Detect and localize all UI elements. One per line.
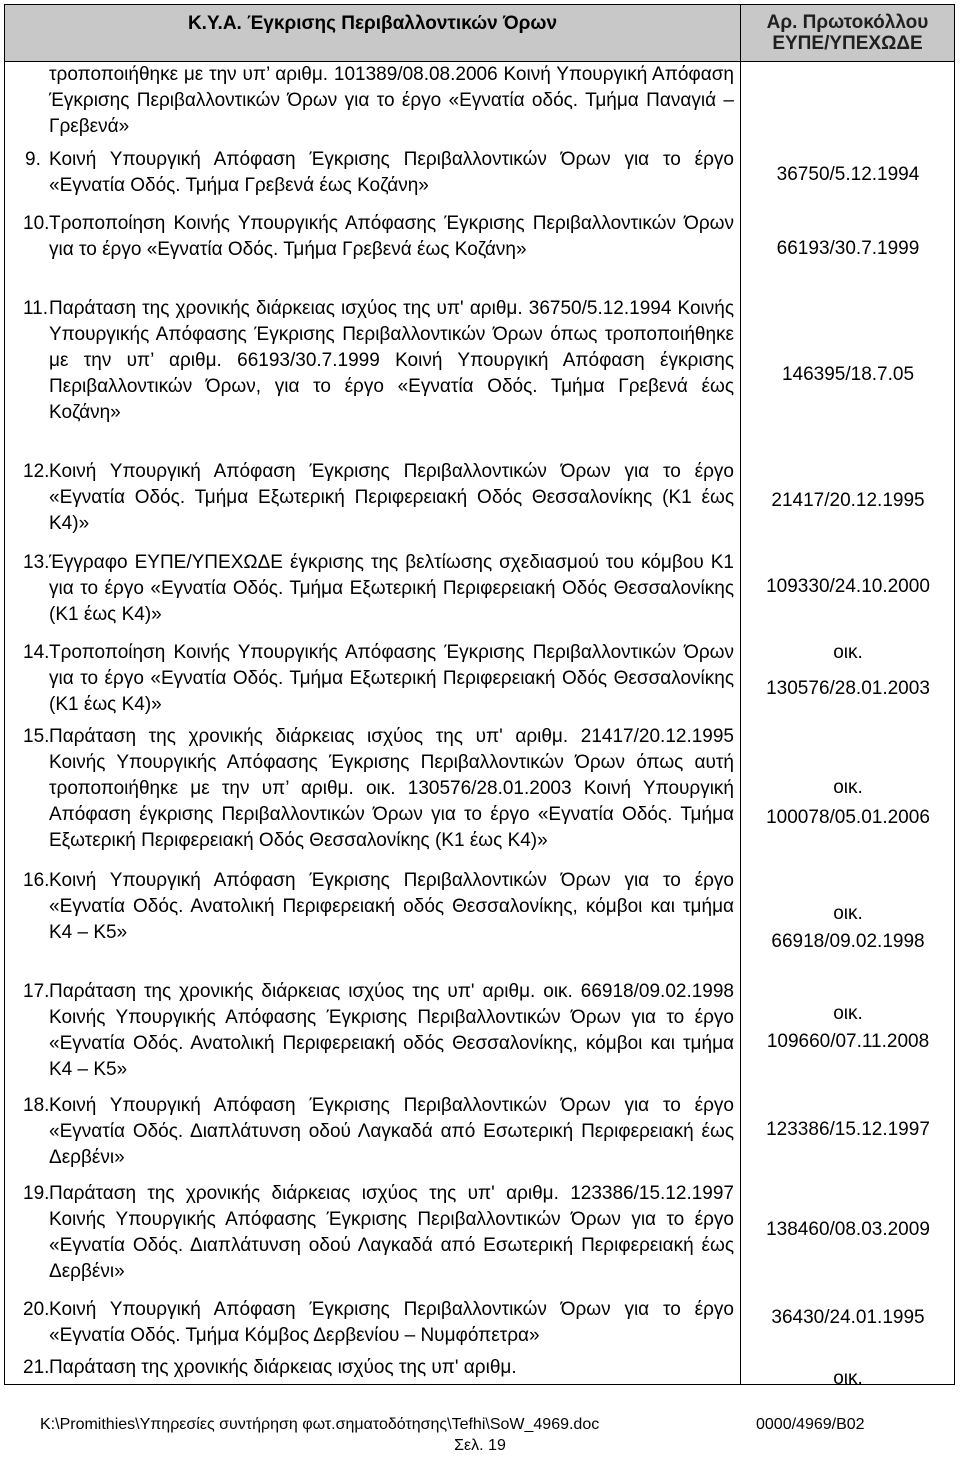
item-number: 20. [23,1299,50,1320]
list-item [5,205,740,290]
item-number: 12. [23,461,50,482]
entries-cell [5,62,741,1385]
item-text: Κοινή Υπουργική Απόφαση Έγκρισης Περιβαλλοντικών Όρων για το έργο «Εγνατία Οδός. Τμήμα Εξωτερική Περιφερειακή Οδός Θεσσαλονίκης (Κ1 έως Κ4)» [49,461,734,534]
item-text: Κοινή Υπουργική Απόφαση Έγκρισης Περιβαλλοντικών Όρων για το έργο «Εγνατία Οδός. Τμήμα Γρεβενά έως Κοζάνη» [49,149,734,196]
item-text: Παράταση της χρονικής διάρκειας ισχύος της υπ' αριθμ. 36750/5.12.1994 Κοινής Υπουργικής Απόφασης Έγκρισης Περιβαλλοντικών Όρων όπως τροποποιήθηκε με την υπ’ αριθμ. 66193/30.7.1999 Κοινή Υπουργική Απόφαση έγκρισης Περιβαλλοντικών Όρων, για το έργο «Εγνατία Οδός. Τμήμα Γρεβενά έως Κοζάνη» [49,298,734,423]
item-number: 18. [23,1095,50,1116]
item-text: Κοινή Υπουργική Απόφαση Έγκρισης Περιβαλλοντικών Όρων για το έργο «Εγνατία Οδός. Διαπλάτυνση οδού Λαγκαδά από Εσωτερική Περιφερειακή έως Δερβένι» [49,1095,734,1168]
header-title: Κ.Υ.Α. Έγκρισης Περιβαλλοντικών Όρων [187,13,558,34]
intro-text: τροποποιήθηκε με την υπ’ αριθμ. 101389/08.08.2006 Κοινή Υπουργική Απόφαση Έγκρισης Περιβαλλοντικών Όρων για το έργο «Εγνατία οδός. Τμήμα Παναγιά – Γρεβενά» [49,64,734,137]
reference-prefix: οικ. [833,1368,863,1389]
list-item [5,1349,740,1384]
reference-number: 66193/30.7.1999 [776,238,920,259]
reference-prefix: οικ. [833,1003,863,1024]
reference-prefix: οικ. [833,903,863,924]
reference-number: 146395/18.7.05 [781,364,915,385]
item-text: Παράταση της χρονικής διάρκειας ισχύος της υπ' αριθμ. 21417/20.12.1995 Κοινής Υπουργικής Απόφασης Έγκρισης Περιβαλλοντικών Όρων όπως αυτή τροποποιήθηκε με την υπ’ αριθμ. οικ. 130576/28.01.2003 Κοινή Υπουργική Απόφαση έγκρισης Περιβαλλοντικών Όρων για το έργο «Εγνατία Οδός. Τμήμα Εξωτερική Περιφερειακή Οδός Θεσσαλονίκης (Κ1 έως Κ4)» [49,726,734,851]
list-item [5,973,740,1087]
header-ref-line2: ΕΥΠΕ/ΥΠΕΧΩΔΕ [772,33,923,54]
item-number: 13. [23,552,50,573]
item-number: 9. [25,149,41,170]
reference-number: 130576/28.01.2003 [766,678,930,699]
item-number: 15. [23,726,50,747]
document-table [4,4,955,1389]
item-text: Τροποποίηση Κοινής Υπουργικής Απόφασης Έγκρισης Περιβαλλοντικών Όρων για το έργο «Εγνατία Οδός. Τμήμα Εξωτερική Περιφερειακή Οδός Θεσσαλονίκης (Κ1 έως Κ4)» [49,642,734,715]
list-item [5,453,740,544]
item-text: Παράταση της χρονικής διάρκειας ισχύος της υπ' αριθμ. [49,1357,517,1378]
reference-number: 109330/24.10.2000 [766,576,930,597]
reference-number: 109660/07.11.2008 [766,1031,930,1052]
footer-file-path: K:\Promithies\Υπηρεσίες συντήρηση φωτ.σηματοδότησης\Tefhi\SoW_4969.doc [40,1416,600,1433]
header-ref-cell [741,5,955,62]
list-item [5,1175,740,1291]
reference-number: 100078/05.01.2006 [766,807,930,828]
list-item [5,634,740,718]
list-item [5,862,740,973]
list-item [5,544,740,634]
references-cell [741,62,955,1389]
item-text: Κοινή Υπουργική Απόφαση Έγκρισης Περιβαλλοντικών Όρων για το έργο «Εγνατία Οδός. Ανατολική Περιφερειακή οδός Θεσσαλονίκης, κόμβοι και τμήμα Κ4 – Κ5» [49,870,734,943]
item-number: 21. [23,1357,50,1378]
reference-prefix: οικ. [833,777,863,798]
list-item [5,290,740,453]
reference-number: 36750/5.12.1994 [776,164,920,185]
list-item [5,1087,740,1175]
item-number: 19. [23,1183,50,1204]
header-ref-line1: Αρ. Πρωτοκόλλου [766,12,929,33]
item-text: Έγγραφο ΕΥΠΕ/ΥΠΕΧΩΔΕ έγκρισης της βελτίωσης σχεδιασμού του κόμβου Κ1 για το έργο «Εγνατία Οδός. Τμήμα Εξωτερική Περιφερειακή Οδός Θεσσαλονίκης (Κ1 έως Κ4)» [49,552,734,625]
item-number: 11. [23,298,49,319]
item-number: 10. [23,213,50,234]
reference-number: 138460/08.03.2009 [766,1219,930,1240]
footer-page-number: Σελ. 19 [454,1437,506,1454]
reference-number: 123386/15.12.1997 [766,1119,930,1140]
list-item [5,1291,740,1349]
reference-number: 66918/09.02.1998 [771,931,925,952]
list-item [5,143,740,205]
item-number: 17. [23,981,50,1002]
item-text: Κοινή Υπουργική Απόφαση Έγκρισης Περιβαλλοντικών Όρων για το έργο «Εγνατία Οδός. Τμήμα Κόμβος Δερβενίου – Νυμφόπετρα» [49,1299,734,1346]
item-text: Παράταση της χρονικής διάρκειας ισχύος της υπ' αριθμ. 123386/15.12.1997 Κοινής Υπουργικής Απόφασης Έγκρισης Περιβαλλοντικών Όρων για το έργο «Εγνατία Οδός. Διαπλάτυνση οδού Λαγκαδά από Εσωτερική Περιφερειακή έως Δερβένι» [49,1183,734,1282]
item-number: 16. [23,870,50,891]
item-text: Τροποποίηση Κοινής Υπουργικής Απόφασης Έγκρισης Περιβαλλοντικών Όρων για το έργο «Εγνατία Οδός. Τμήμα Γρεβενά έως Κοζάνη» [49,213,734,260]
footer-document-code: 0000/4969/B02 [756,1416,865,1433]
reference-number: 21417/20.12.1995 [771,490,925,511]
item-number: 14. [23,642,50,663]
list-item [5,718,740,862]
item-text: Παράταση της χρονικής διάρκειας ισχύος της υπ' αριθμ. οικ. 66918/09.02.1998 Κοινής Υπουργικής Απόφασης Έγκρισης Περιβαλλοντικών Όρων για το έργο «Εγνατία Οδός. Ανατολική Περιφερειακή οδός Θεσσαλονίκης, κόμβοι και τμήμα Κ4 – Κ5» [49,981,734,1080]
header-title-cell [5,5,741,62]
reference-prefix: οικ. [833,642,863,663]
reference-number: 36430/24.01.1995 [771,1307,925,1328]
